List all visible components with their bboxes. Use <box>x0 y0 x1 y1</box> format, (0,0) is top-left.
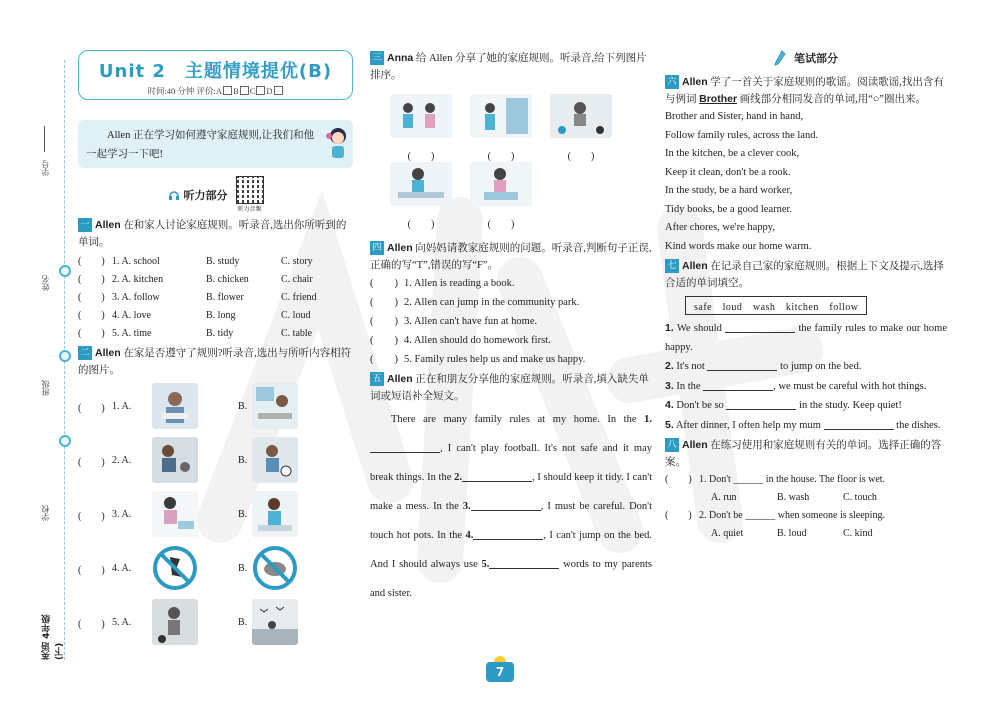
q1-row: ( ) 4. A. love B. long C. loud <box>78 307 353 325</box>
beach-birds-picture[interactable] <box>252 599 298 645</box>
pencil-icon <box>774 50 786 66</box>
fill-blank[interactable] <box>473 528 543 540</box>
intro-text: Allen 正在学习如何遵守家庭规则,让我们和他一起学习一下吧! <box>86 130 315 160</box>
binding-hole <box>59 350 71 362</box>
fill-blank[interactable] <box>707 359 777 371</box>
q1-options <box>78 253 353 343</box>
written-title: 笔试部分 <box>794 52 838 65</box>
q8-number: 八 <box>665 438 679 452</box>
answer-bracket[interactable]: ( ) <box>487 151 515 162</box>
q5-passage: There are many family rules at my home. In the 1., I can't play football. It's not safe and it may break things. In the 2. , I should keep it tidy. I can't make a mess. In the 3. , I must be careful. Don't touch hot pots. In the 4. , I can't jump on the bed. And I should always use 5. words to my parents and sister. <box>370 414 653 599</box>
listening-header <box>78 176 353 213</box>
intro-box <box>78 120 353 168</box>
q2-options <box>78 379 353 649</box>
answer-bracket[interactable]: ( ) <box>78 402 105 414</box>
q3-pictures <box>390 94 652 162</box>
answer-bracket[interactable]: ( ) <box>567 151 595 162</box>
chant-line[interactable]: Tidy books, be a good learner. <box>665 203 793 215</box>
answer-bracket[interactable]: ( ) <box>78 456 105 468</box>
answer-bracket[interactable]: ( ) <box>78 310 105 321</box>
listening-title: 听力部分 <box>183 188 228 202</box>
chant-line[interactable]: Keep it clean, don't be a rook. <box>665 166 791 178</box>
q7-item: 2. It's not to jump on the bed. <box>665 360 862 372</box>
binding-hole <box>59 435 71 447</box>
girl-homework-picture[interactable] <box>390 162 452 206</box>
unit-header <box>78 50 353 100</box>
answer-bracket[interactable]: ( ) <box>78 328 105 339</box>
kids-running-picture[interactable] <box>152 437 198 483</box>
unit-title: Unit 2 主题情境提优(B) <box>98 61 333 82</box>
headphone-icon <box>168 189 180 201</box>
answer-bracket[interactable]: ( ) <box>370 335 398 346</box>
girl-washing-picture[interactable] <box>152 491 198 537</box>
q7-number: 七 <box>665 259 679 273</box>
q2-row: ( ) 2. A. B. <box>78 433 353 487</box>
answer-bracket[interactable]: ( ) <box>665 510 692 521</box>
q8-item: ( ) 2. Don't be ______ when someone is sleeping. <box>665 507 947 525</box>
q4-statements <box>370 274 652 369</box>
grade-label: 英语 4年级(下) <box>42 614 65 660</box>
q5-heading: 五 Allen 正在和朋友分享他的家庭规则。听录音,填入缺失单词或短语补全短文。 <box>370 373 649 402</box>
fill-blank[interactable] <box>703 379 773 391</box>
kids-playing-picture[interactable] <box>390 94 452 138</box>
q4-row: ( ) 3. Allen can't have fun at home. <box>370 312 652 331</box>
answer-bracket[interactable]: ( ) <box>78 510 105 522</box>
qr-code-icon[interactable] <box>236 176 264 204</box>
q1-row: ( ) 1. A. school B. study C. story <box>78 253 353 271</box>
fill-blank[interactable] <box>462 470 532 482</box>
answer-bracket[interactable]: ( ) <box>78 564 105 576</box>
page-number: 7 <box>486 662 514 682</box>
answer-bracket[interactable]: ( ) <box>370 316 398 327</box>
chant-line[interactable]: Kind words make our home warm. <box>665 240 812 252</box>
chant-line[interactable]: In the study, be a hard worker, <box>665 185 793 196</box>
answer-bracket[interactable]: ( ) <box>407 219 435 230</box>
unit-meta: 时间:40 分钟 评价:A B C D <box>79 85 352 97</box>
messy-toys-picture[interactable] <box>550 94 612 138</box>
answer-bracket[interactable]: ( ) <box>370 354 398 365</box>
answer-bracket[interactable]: ( ) <box>370 297 398 308</box>
answer-bracket[interactable]: ( ) <box>407 151 435 162</box>
chant-line[interactable]: Follow family rules, across the land. <box>665 129 819 141</box>
binding-strip <box>38 60 72 660</box>
fill-blank[interactable] <box>370 441 440 453</box>
chant-line[interactable]: In the kitchen, be a clever cook, <box>665 148 800 159</box>
answer-bracket[interactable]: ( ) <box>78 256 105 267</box>
fill-blank[interactable] <box>725 321 795 333</box>
label-name: 姓名 <box>41 275 50 291</box>
answer-bracket[interactable]: ( ) <box>370 278 398 289</box>
q8-items <box>665 471 947 543</box>
q4-heading: 四 Allen 向妈妈请教家庭规则的问题。听录音,判断句子正误,正确的写“T”,错误的写“F”。 <box>370 242 652 271</box>
q2-number: 二 <box>78 346 92 360</box>
q7-item: 3. In the , we must be careful with hot things. <box>665 379 927 392</box>
q7-items <box>665 319 947 435</box>
fill-blank[interactable] <box>471 499 541 511</box>
q7-item: 4. Don't be so in the study. Keep quiet! <box>665 399 902 411</box>
column-left <box>78 50 353 649</box>
label-student-no: 学号 <box>41 160 50 176</box>
q1-number: 一 <box>78 218 92 232</box>
q8-options: A. quiet B. loud C. kind <box>711 528 873 539</box>
tidying-shelf-picture[interactable] <box>470 94 532 138</box>
word-bank: safe loud wash kitchen follow <box>685 296 867 315</box>
q7-heading: 七 Allen 在记录自己家的家庭规则。根据上下文及提示,选择合适的单词填空。 <box>665 260 944 289</box>
boy-playing-ball-picture[interactable] <box>252 437 298 483</box>
binding-hole <box>59 265 71 277</box>
chant-line[interactable]: Brother and Sister, hand in hand, <box>665 111 804 122</box>
boy-messy-desk-picture[interactable] <box>252 383 298 429</box>
q4-row: ( ) 1. Allen is reading a book. <box>370 274 652 293</box>
column-middle <box>370 50 652 608</box>
no-jumping-sign-icon[interactable] <box>152 545 198 591</box>
q1-row: ( ) 3. A. follow B. flower C. friend <box>78 289 353 307</box>
q2-row: ( ) 1. A. B. <box>78 379 353 433</box>
q8-heading: 八 Allen 在练习使用和家庭规则有关的单词。选择正确的答案。 <box>665 439 942 468</box>
q2-row: ( ) 4. A. B. <box>78 541 353 595</box>
sun-icon <box>492 654 508 662</box>
q2-row: ( ) 5. A. B. <box>78 595 353 649</box>
q2-row: ( ) 3. A. B. <box>78 487 353 541</box>
q1-row: ( ) 5. A. time B. tidy C. table <box>78 325 353 343</box>
q6-chant <box>665 108 947 256</box>
fill-blank[interactable] <box>824 418 894 430</box>
q2-heading: 二 Allen 在家是否遵守了规则?听录音,选出与所听内容相符的图片。 <box>78 347 352 376</box>
q1-heading: 一 Allen 在和家人讨论家庭规则。听录音,选出你所听到的单词。 <box>78 219 347 248</box>
boy-reading-picture[interactable] <box>152 383 198 429</box>
answer-bracket[interactable]: ( ) <box>78 618 105 630</box>
chant-line[interactable]: After chores, we're happy, <box>665 222 775 233</box>
q5-number: 五 <box>370 372 384 386</box>
q4-row: ( ) 5. Family rules help us and make us happy. <box>370 350 652 369</box>
q6-number: 六 <box>665 75 679 89</box>
q4-number: 四 <box>370 241 384 255</box>
qr-caption: 听力音频 <box>237 206 262 213</box>
q1-row: ( ) 2. A. kitchen B. chicken C. chair <box>78 271 353 289</box>
label-school: 学校 <box>41 505 50 521</box>
q3-pictures-2 <box>390 162 652 230</box>
column-right <box>665 50 947 543</box>
q8-options: A. run B. wash C. touch <box>711 492 877 503</box>
fill-blank[interactable] <box>489 557 559 569</box>
written-header <box>665 50 947 66</box>
q3-number: 三 <box>370 51 384 65</box>
answer-bracket[interactable]: ( ) <box>487 219 515 230</box>
boy-outdoors-picture[interactable] <box>152 599 198 645</box>
label-class: 班级 <box>41 380 50 396</box>
girl-icon <box>325 126 351 162</box>
answer-bracket[interactable]: ( ) <box>665 474 692 485</box>
q8-item: ( ) 1. Don't ______ in the house. The floor is wet. <box>665 471 947 489</box>
fill-blank[interactable] <box>726 398 796 410</box>
girl-dishes-picture[interactable] <box>470 162 532 206</box>
student-no-line <box>44 126 45 152</box>
answer-bracket[interactable]: ( ) <box>78 292 105 303</box>
q7-item: 5. After dinner, I often help my mum the dishes. <box>665 418 941 431</box>
q4-row: ( ) 2. Allen can jump in the community park. <box>370 293 652 312</box>
q4-row: ( ) 4. Allen should do homework first. <box>370 331 652 350</box>
no-food-sign-icon[interactable] <box>252 545 298 591</box>
boy-bathroom-picture[interactable] <box>252 491 298 537</box>
q6-heading: 六 Allen 学了一首关于家庭规则的歌谣。阅读歌谣,找出含有与例词 Brother 画线部分相同发音的单词,用“○”圈出来。 <box>665 76 944 105</box>
q7-item: 1. We should the family rules to make our home happy. <box>665 322 947 353</box>
answer-bracket[interactable]: ( ) <box>78 274 105 285</box>
q3-heading: 三 Anna 给 Allen 分享了她的家庭规则。听录音,给下列图片排序。 <box>370 52 647 81</box>
